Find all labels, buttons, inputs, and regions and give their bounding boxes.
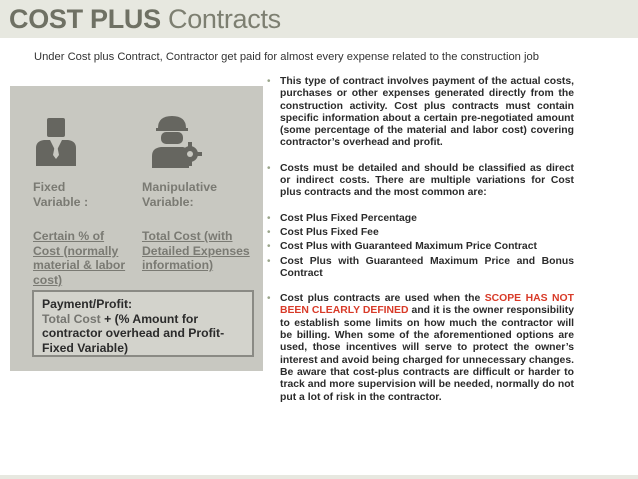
bullet-text: This type of contract involves payment of the actual costs, purchases or other expenses generated directly from the construction activity. Cost plus contracts must contain specific information about a certain pre-negotiated amount (some percentage of the material and labor cost) covering contractor’s overhead and profit. [280,76,574,149]
bullet-item [266,293,574,404]
fixed-label-line1: Fixed [33,180,66,194]
payment-text [42,297,252,355]
manipulative-variable-label [142,180,257,210]
bullet-text: Cost Plus Fixed Fee [280,226,379,238]
businessman-icon [34,118,78,166]
manip-label-line2: Variable: [142,195,194,209]
bullet-dot: • [267,76,271,87]
bullet-list [266,76,574,417]
bullet-dot: • [267,255,271,267]
fixed-variable-label [33,180,133,210]
bullet-item [266,241,574,253]
bullet-item [266,256,574,281]
slide-title [9,4,281,34]
bullet-text-part-1: Cost plus contracts are used when the [280,293,485,305]
scope-highlight: SCOPE HAS NOT BEEN CLEARLY DEFINED [280,293,574,317]
payment-formula: + (% Amount for contractor overhead and Profit-Fixed Variable) [42,311,225,355]
fixed-variable-description: Certain % of Cost (normally material & labor cost) [33,229,126,287]
worker-gear-icon [152,116,202,168]
bullet-item [266,163,574,200]
title-bold: COST PLUS [9,4,161,34]
bullet-dot: • [267,241,271,253]
bullet-text: Cost Plus with Guaranteed Maximum Price and Bonus Contract [280,255,574,279]
payment-profit-box [32,290,254,357]
bullet-dot: • [267,226,271,238]
bullet-text-part-2: and it is the owner responsibility to establish some limits on how much the contractor will be billing. When some of the aforementioned options are used, those incentives will serve to protect the owner’s interest and avoid being charged for unnecessary changes. Be aware that cost-plus contracts are difficult or harder to track and more supervision will be needed, normally do not put a lot of risk in the contractor. [280,305,574,403]
bullet-item [266,76,574,150]
fixed-label-line2: Variable : [33,195,89,209]
bullet-dot: • [267,212,271,224]
title-rest: Contracts [160,4,281,34]
bullet-text: Cost Plus with Guaranteed Maximum Price Contract [280,241,537,253]
bullet-text: Costs must be detailed and should be classified as direct or indirect costs. There are multiple variations for Cost plus contracts and the most common are: [280,162,574,199]
footer-bar [0,475,638,479]
bullet-item [266,227,574,239]
bullet-text: Cost Plus Fixed Percentage [280,212,417,224]
bullet-dot: • [267,162,271,174]
bullet-dot: • [267,293,271,305]
manip-label-line1: Manipulative [142,180,218,194]
cost-plus-infographic [10,86,263,371]
payment-heading: Payment/Profit: [42,297,133,311]
manipulative-variable-description: Total Cost (with Detailed Expenses information) [142,229,250,273]
slide-subtitle: Under Cost plus Contract, Contractor get paid for almost every expense related to the construction job [34,51,539,63]
payment-total-cost: Total Cost [42,311,101,326]
bullet-item [266,213,574,225]
